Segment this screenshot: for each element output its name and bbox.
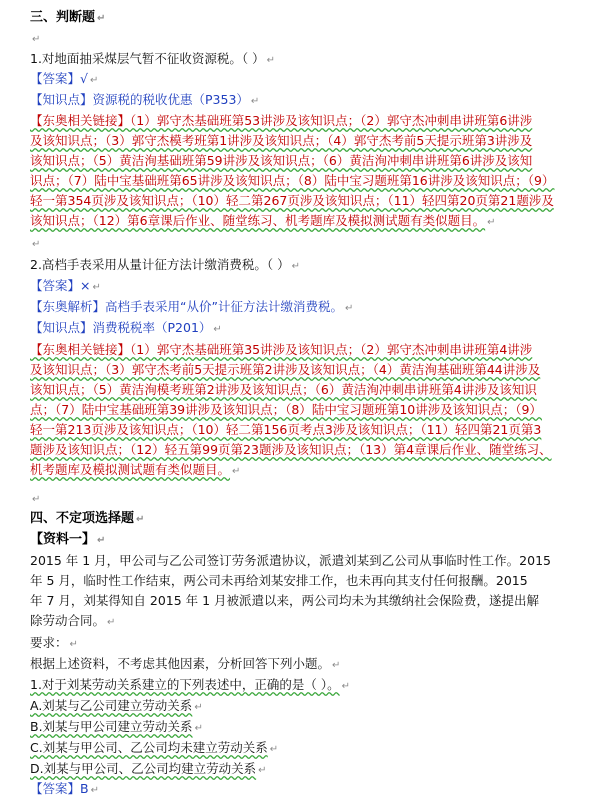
link-line: 题涉及该知识点；（12）轻五第99页第23题涉及该知识点；（13）第4章课后作业、随堂练习、 bbox=[30, 442, 552, 457]
link-line: 轻一第213页涉及该知识点；（10）轻二第156页考点3涉及该知识点；（11）轻四第21页第3 bbox=[30, 422, 542, 437]
question-1: 1.对地面抽采煤层气暂不征收资源税。（ ） ↵ bbox=[30, 51, 276, 66]
section-heading-judgment: 三、判断题 ↵ bbox=[30, 10, 106, 25]
blank-line: ↵ bbox=[32, 494, 41, 505]
answer-2: 【答案】× ↵ bbox=[30, 278, 101, 293]
knowledge-point-2: 【知识点】消费税税率（P201） ↵ bbox=[30, 320, 222, 335]
option-c: C.刘某与甲公司、乙公司均未建立劳动关系 ↵ bbox=[30, 740, 279, 755]
option-a: A.刘某与乙公司建立劳动关系 ↵ bbox=[30, 698, 203, 713]
requirement-label: 要求： ↵ bbox=[30, 635, 78, 650]
blank-line: ↵ bbox=[32, 34, 41, 45]
link-line: 及该知识点；（3）郭守杰模考班第1讲涉及该知识点；（4）郭守杰考前5天提示班第3讲涉及 bbox=[30, 133, 533, 148]
link-line: 及该知识点；（3）郭守杰考前5天提示班第2讲涉及该知识点；（4）黄洁洵基础班第44讲涉及 bbox=[30, 362, 541, 377]
answer-1: 【答案】√ ↵ bbox=[30, 71, 99, 86]
question-2: 2.高档手表采用从量计征方法计缴消费税。（ ） ↵ bbox=[30, 257, 301, 272]
material-paragraph: 2015 年 1 月，甲公司与乙公司签订劳务派遣协议，派遣刘某到乙公司从事临时性工作。2015 年 5 月，临时性工作结束，两公司未再给刘某安排工作，也未再向其支付任何报酬。2015 年 7 月，刘某得知自 2015 年 1 月被派遣以来，两公司均未为其缴纳社会保险费，遂提出解 除劳动合同。 ↵ bbox=[30, 553, 551, 628]
link-line: 【东奥相关链接】（1）郭守杰基础班第53讲涉及该知识点；（2）郭守杰冲刺串讲班第6讲涉 bbox=[30, 113, 533, 128]
related-links-1 bbox=[30, 111, 586, 231]
knowledge-point-1: 【知识点】资源税的税收优惠（P353） ↵ bbox=[30, 92, 260, 107]
link-line: 点；（7）陆中宝基础班第39讲涉及该知识点；（8）陆中宝习题班第10讲涉及该知识点；（9） bbox=[30, 402, 542, 417]
analysis-2: 【东奥解析】高档手表采用“从价”计征方法计缴消费税。 ↵ bbox=[30, 299, 354, 314]
mc-answer-1: 【答案】B ↵ bbox=[30, 781, 99, 796]
option-d: D.刘某与甲公司、乙公司均建立劳动关系 ↵ bbox=[30, 761, 267, 776]
mc-question-1: 1.对于刘某劳动关系建立的下列表述中，正确的是（ ）。 ↵ bbox=[30, 677, 351, 692]
link-line: 该知识点；（5）黄洁洵基础班第59讲涉及该知识点；（6）黄洁洵冲刺串讲班第6讲涉及该知 bbox=[30, 153, 533, 168]
blank-line: ↵ bbox=[32, 239, 41, 250]
link-line: 机考题库及模拟测试题有类似题目。 ↵ bbox=[30, 462, 241, 477]
link-line: 轻一第354页涉及该知识点；（10）轻二第267页涉及该知识点；（11）轻四第20页第21题涉及 bbox=[30, 193, 554, 208]
link-line: 该知识点；（12）第6章课后作业、随堂练习、机考题库及模拟测试题有类似题目。 ↵ bbox=[30, 213, 496, 228]
link-line: 识点；（7）陆中宝基础班第65讲涉及该知识点；（8）陆中宝习题班第16讲涉及该知识点；（9） bbox=[30, 173, 555, 188]
option-b: B.刘某与甲公司建立劳动关系 ↵ bbox=[30, 719, 203, 734]
section-heading-multiple-choice: 四、不定项选择题 ↵ bbox=[30, 511, 145, 526]
instruction-text: 根据上述资料，不考虑其他因素，分析回答下列小题。 ↵ bbox=[30, 656, 341, 671]
link-line: 该知识点；（5）黄洁洵模考班第2讲涉及该知识点；（6）黄洁洵冲刺串讲班第4讲涉及该知识 bbox=[30, 382, 537, 397]
material-title: 【资料一】 ↵ bbox=[30, 532, 106, 547]
link-line: 【东奥相关链接】（1）郭守杰基础班第35讲涉及该知识点；（2）郭守杰冲刺串讲班第4讲涉 bbox=[30, 342, 533, 357]
related-links-2 bbox=[30, 340, 586, 480]
